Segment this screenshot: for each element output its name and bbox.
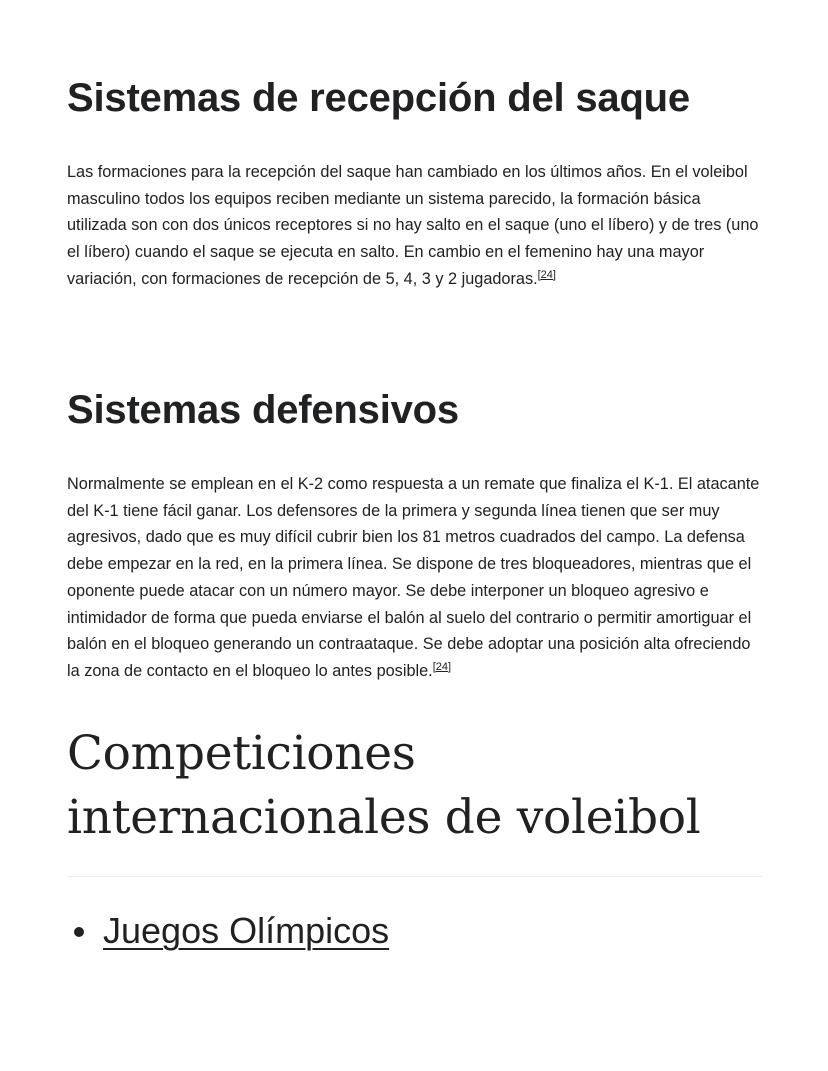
paragraph-text: Normalmente se emplean en el K-2 como respuesta a un remate que finaliza el K-1. El atacante del K-1 tiene fácil ganar. Los defensores de la primera y segunda línea tienen que ser muy agresivos, dado que es muy difícil cubrir bien los 81 metros cuadrados del campo. La defensa debe empezar en la red, en la primera línea. Se dispone de tres bloqueadores, mientras que el oponente puede atacar con un número mayor. Se debe interponer un bloqueo agresivo e intimidador de forma que pueda enviarse el balón al suelo del contrario o permitir amortiguar el balón en el bloqueo generando un contraataque. Se debe adoptar una posición alta ofreciendo la zona de contacto en el bloqueo lo antes posible. — [67, 475, 760, 680]
heading-divider — [67, 876, 762, 877]
section-paragraph-reception — [67, 159, 762, 293]
citation-link[interactable]: [24] — [537, 268, 556, 281]
olympic-games-link[interactable]: Juegos Olímpicos — [103, 910, 390, 951]
list-item — [67, 906, 389, 956]
section-heading-reception: Sistemas de recepción del saque — [67, 76, 690, 120]
citation-link[interactable]: [24] — [432, 660, 452, 673]
paragraph-text: Las formaciones para la recepción del saque han cambiado en los últimos años. En el voleibol masculino todos los equipos reciben mediante un sistema parecido, la formación básica utilizada son con dos únicos receptores si no hay salto en el saque (uno el líbero) y de tres (uno el líbero) cuando el saque se ejecuta en salto. En cambio en el femenino hay una mayor variación, con formaciones de recepción de 5, 4, 3 y 2 jugadoras. — [67, 163, 759, 288]
competitions-list — [67, 906, 389, 956]
bullet-icon — [74, 927, 84, 937]
section-heading-defense: Sistemas defensivos — [67, 388, 459, 432]
main-heading-competitions: Competiciones internacionales de voleibol — [67, 726, 701, 845]
section-paragraph-defense — [67, 471, 762, 685]
